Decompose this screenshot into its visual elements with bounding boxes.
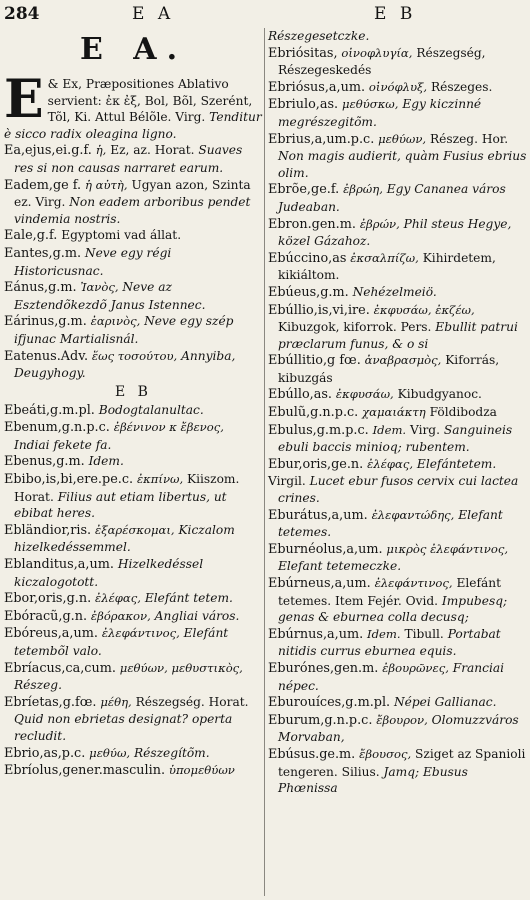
- entry-italic: Angliai város.: [154, 608, 240, 623]
- entry-italic: Részegítõm.: [133, 745, 210, 760]
- dictionary-entry: [4, 762, 263, 780]
- entry-greek: ἐβουρῶνες,: [382, 660, 449, 675]
- entry-headword: Eburónes,gen.m.: [268, 660, 379, 676]
- entry-greek: ἐλεφαντώδης,: [371, 507, 455, 522]
- entry-greek: ἔβουσος,: [359, 746, 412, 761]
- entry-italic: Elefant tetemes.: [278, 507, 503, 540]
- entry-italic: Olomuzzváros Morvaban,: [278, 712, 519, 745]
- entry-italic: Portabat nitidis currus eburnea equis.: [278, 626, 501, 659]
- entry-headword: Ebrius,a,um.p.c.: [268, 131, 375, 147]
- entry-italic: Neve az Esztendõkezdõ Janus Istennec.: [14, 280, 206, 312]
- dictionary-entry: [268, 250, 528, 284]
- dictionary-entry: [268, 284, 528, 302]
- entry-greek: ἐξαρέσκομαι,: [95, 522, 175, 537]
- entry-greek: ἡ αὐτὴ,: [85, 177, 128, 192]
- entry-greek: οἰνοφλυγία,: [341, 45, 413, 60]
- entry-gloss: Kibuzgok, kiforrok. Pers.: [278, 320, 432, 335]
- entry-headword: Eárinus,g.m.: [4, 314, 87, 330]
- entry-italic: Elefant tetemeczke.: [278, 559, 402, 574]
- entry-italic: Non eadem arboribus pendet vindemia nostris.: [14, 195, 251, 226]
- entry-italic: Neve egy szép ifjunac Martialisnál.: [14, 314, 234, 346]
- entry-headword: Ebríetas,g.fœ.: [4, 694, 97, 710]
- entry-headword: Eatenus.Adv.: [4, 348, 89, 364]
- entry-italic: Lucet ebur fusos cervix cui lactea crines.: [278, 474, 519, 506]
- left-running-head: E A: [132, 4, 175, 24]
- dictionary-entry: [268, 181, 528, 215]
- dictionary-entry: [4, 694, 263, 745]
- entry-e-ex: [4, 69, 263, 142]
- entry-greek: ἐλεφάντινος,: [101, 626, 180, 641]
- entry-italic: Neve egy régi Historicusnac.: [14, 245, 172, 278]
- entry-italic: Elefántetem.: [416, 456, 497, 471]
- entry-italic: Elefánt tetem.: [144, 591, 233, 606]
- entry-italic: Annyiba, Deugyhogy.: [14, 348, 236, 381]
- dictionary-entry: [4, 608, 263, 626]
- dictionary-entry: [4, 419, 263, 453]
- dictionary-entry: [268, 712, 528, 746]
- dictionary-entry: [268, 302, 528, 353]
- dictionary-entry: [4, 348, 263, 382]
- dictionary-entry: [268, 28, 528, 45]
- dictionary-entry: [4, 453, 263, 471]
- entry-greek: ἐκφυσάω,: [335, 387, 394, 402]
- dictionary-entry: [268, 404, 528, 422]
- dictionary-entry: [4, 471, 263, 522]
- entry-headword: Ebóreus,a,um.: [4, 626, 98, 642]
- dictionary-entry: [268, 422, 528, 456]
- entry-greek: μεθύσκω,: [342, 97, 399, 112]
- entry-headword: Eburum,g.n.p.c.: [268, 712, 373, 728]
- entry-headword: Eblanditus,a,um.: [4, 557, 114, 573]
- dictionary-entry: [4, 245, 263, 279]
- entry-gloss: Kibudgyanoc.: [397, 387, 482, 402]
- entry-headword: Ea,ejus,ei.g.f.: [4, 143, 92, 159]
- entry-greek: οἰνόφλυξ,: [368, 79, 428, 94]
- entry-gloss: Sziget az Spanioli tengeren. Silius.: [278, 746, 526, 779]
- dictionary-entry: [268, 626, 528, 660]
- dictionary-entry: [4, 625, 263, 659]
- entry-italic: Idem.: [88, 454, 124, 469]
- entry-headword: Ebríacus,ca,cum.: [4, 660, 116, 676]
- dictionary-entry: [4, 177, 263, 228]
- dictionary-entry: [4, 402, 263, 420]
- dictionary-entry: [4, 313, 263, 347]
- dictionary-entry: [268, 746, 528, 797]
- entry-greek: ἐβρώη,: [343, 182, 383, 197]
- dictionary-entry: [268, 456, 528, 474]
- entry-greek: μεθύω,: [89, 745, 131, 760]
- dictionary-entry: [4, 660, 263, 694]
- entry-headword: Ebibo,is,bi,ere.pe.c.: [4, 472, 134, 488]
- dictionary-entry: [268, 541, 528, 575]
- section-title: E A.: [79, 32, 188, 67]
- entry-greek: χαμαιάκτη: [362, 405, 426, 420]
- entry-headword: Ebóracũ,g.n.: [4, 608, 88, 624]
- entry-headword: Ebur,oris,ge.n.: [268, 456, 364, 472]
- entry-headword: Eburouíces,g.m.pl.: [268, 695, 391, 711]
- entry-headword: Ebúccino,as: [268, 250, 347, 266]
- entry-greek: ἡ,: [95, 143, 107, 158]
- entry-headword: Ebúsus.ge.m.: [268, 746, 356, 762]
- entry-gloss: Virgil.: [268, 474, 306, 489]
- dictionary-entry: [268, 216, 528, 250]
- entry-headword: Ebúllitio,g fœ.: [268, 353, 361, 369]
- entries-eb: [4, 402, 263, 780]
- page-number: 284: [4, 4, 40, 24]
- entry-italic: Bodogtalanultac.: [98, 402, 204, 417]
- entry-italic: Jamq; Ebusus Phœnissa: [278, 764, 468, 796]
- entry-italic: Impubesq; genas & eburnea colla decusq;: [278, 593, 508, 625]
- entry-italic: Egy Cananea város Judeaban.: [278, 182, 506, 214]
- dictionary-entry: [268, 79, 528, 97]
- entry-headword: Ebriósus,a,um.: [268, 79, 366, 95]
- entry-headword: Ebeáti,g.m.pl.: [4, 402, 95, 418]
- entry-greek: ἐλέφας,: [95, 591, 141, 606]
- dictionary-entry: [4, 590, 263, 608]
- entry-italic: Egy kiczinné megrészegitõm.: [278, 97, 482, 129]
- entry-greek: Ἰανὸς,: [80, 280, 119, 295]
- entry-citation: Tenditur è sicco radix oleagina ligno.: [4, 110, 262, 141]
- dictionary-entry: [4, 227, 263, 245]
- entry-italic: Filius aut etiam libertus, ut ebibat heres.: [14, 489, 227, 521]
- entry-greek: ἐβόρακον,: [90, 608, 151, 623]
- entry-italic: Nehézelmeiö.: [352, 284, 437, 299]
- dictionary-entry: [268, 660, 528, 694]
- entry-headword: Ebor,oris,g.n.: [4, 591, 92, 607]
- left-column: [4, 28, 263, 896]
- dictionary-entry: [4, 745, 263, 763]
- entry-headword: Ebriósitas,: [268, 45, 338, 61]
- entry-greek: Idem.: [372, 422, 407, 437]
- entry-headword: Ebrio,as,p.c.: [4, 745, 86, 761]
- entry-italic: Phil steus Hegye, közel Gázahoz.: [278, 216, 512, 249]
- entry-headword: Ebríolus,gener.masculin.: [4, 763, 166, 779]
- entry-gloss: Elefánt tetemes. Item Fejér. Ovid.: [278, 576, 501, 608]
- entry-greek: Idem.: [367, 626, 401, 641]
- entry-greek: μεθύων,: [378, 131, 427, 146]
- entry-greek: ἐλεφάντινος,: [374, 576, 453, 590]
- dictionary-entry: [268, 352, 528, 386]
- entry-gloss: Virg.: [410, 422, 440, 437]
- entry-greek: ἕως τοσούτου,: [91, 348, 178, 363]
- entry-greek: ὑπομεθύων: [168, 763, 235, 778]
- entry-gloss: Részegség. Horat.: [135, 694, 249, 709]
- entry-greek: ἔβουρον,: [376, 712, 428, 727]
- entry-gloss: Részegség, Részegeskedés: [278, 45, 486, 78]
- entry-greek: μικρὸς ἐλεφάντινος,: [386, 541, 509, 556]
- dictionary-entry: [4, 142, 263, 176]
- entry-headword: Eale,g.f.: [4, 228, 58, 244]
- entry-italic: Quid non ebrietas designat? operta recludit.: [14, 712, 233, 743]
- entry-headword: Ebúeus,g.m.: [268, 284, 349, 300]
- entry-italic: Hizelkedéssel kiczalogotott.: [14, 557, 204, 589]
- entry-greek: μεθύων, μεθυστικὸς,: [119, 660, 243, 675]
- entry-headword: Ebenum,g.n.p.c.: [4, 420, 110, 436]
- entry-italic: Részegesetczke.: [268, 29, 370, 43]
- entry-headword: Eantes,g.m.: [4, 245, 82, 261]
- entries-ea: [4, 142, 263, 381]
- dictionary-entry: [268, 96, 528, 130]
- entry-greek: ἐαρινὸς,: [90, 314, 141, 329]
- entry-headword: Ebúllio,is,vi,ire.: [268, 302, 370, 318]
- entry-headword: Eburátus,a,um.: [268, 507, 368, 523]
- entry-gloss: Egyptomi vad állat.: [61, 228, 182, 243]
- dictionary-entry: [268, 473, 528, 506]
- entry-gloss: Kihirdetem, kikiáltom.: [278, 250, 496, 283]
- entry-gloss: Kiiszom. Horat.: [14, 472, 240, 504]
- entry-greek: ἐκπίνω,: [136, 472, 184, 487]
- entry-italic: Franciai népec.: [278, 660, 505, 693]
- right-column: [264, 28, 528, 896]
- entry-headword: Ebulũ,g.n.p.c.: [268, 405, 359, 421]
- entry-headword: Eburnéolus,a,um.: [268, 541, 383, 557]
- right-running-head: E B: [374, 4, 417, 24]
- entry-gloss: Tibull.: [404, 626, 444, 641]
- dictionary-entry: [268, 45, 528, 79]
- dictionary-entry: [4, 556, 263, 590]
- entry-italic: Non magis audierit, quàm Fusius ebrius olim.: [278, 149, 527, 180]
- entry-headword: Ebúrnus,a,um.: [268, 626, 364, 642]
- dictionary-entry: [268, 386, 528, 404]
- entry-gloss: Részeg. Hor.: [430, 131, 509, 146]
- entry-headword: Ebulus,g.m.p.c.: [268, 422, 369, 438]
- entry-gloss: Földibodza: [429, 405, 497, 420]
- entry-greek: ἐλέφας,: [367, 456, 414, 471]
- running-header: [4, 4, 526, 28]
- entry-italic: Népei Gallianac.: [394, 695, 497, 710]
- entry-italic: Sanguineis ebuli baccis minioq; rubentem.: [278, 422, 513, 455]
- entries-eb-continued: [268, 28, 528, 797]
- dictionary-entry: [268, 507, 528, 541]
- entry-gloss: Részeges.: [430, 79, 493, 94]
- entry-greek: μέθη,: [100, 694, 132, 709]
- dictionary-entry: [268, 575, 528, 626]
- entry-italic: Ebullit patrui præclarum funus, & o si: [278, 320, 518, 351]
- entry-headword: Ebúllo,as.: [268, 387, 332, 403]
- entry-italic: Elefánt tetembõl valo.: [14, 626, 229, 658]
- entry-headword: Ebúrneus,a,um.: [268, 576, 371, 591]
- dictionary-entry: [268, 694, 528, 712]
- entry-headword: Ebron.gen.m.: [268, 216, 356, 232]
- entry-text: & Ex, Præpositiones Ablativo servient: ἐκ ἐξ, Bol, Bõl, Szerént, Tõl, Ki. Attul Bélõle. Virg.: [47, 77, 253, 125]
- entry-greek: ἐβρών,: [359, 216, 400, 231]
- entry-greek: ἐκφυσάω, ἐκζέω,: [373, 302, 475, 317]
- entry-greek: ἀναβρασμὸς,: [364, 353, 442, 368]
- entry-gloss: Kiforrás, kibuzgás: [278, 353, 500, 385]
- entry-headword: Ebriulo,as.: [268, 97, 339, 113]
- entry-headword: Ebländior,ris.: [4, 522, 92, 538]
- entry-headword: Eánus,g.m.: [4, 280, 77, 296]
- entry-greek: ἐβένινον κ ἔβενος,: [113, 420, 224, 435]
- entry-headword: Ebrõe,ge.f.: [268, 182, 340, 198]
- entry-italic: Részeg.: [14, 678, 62, 693]
- entry-italic: Suaves res si non causas narraret earum.: [14, 143, 243, 175]
- entry-headword: Eadem,ge f.: [4, 177, 82, 193]
- section-heading-eb: E B: [115, 383, 152, 400]
- dictionary-entry: [4, 279, 263, 313]
- entry-greek: ἐκσαλπίζω,: [350, 250, 419, 265]
- entry-headword: Ebenus,g.m.: [4, 454, 85, 470]
- dictionary-entry: [268, 131, 528, 182]
- dictionary-entry: [4, 522, 263, 556]
- entry-gloss: Ez, az. Horat.: [110, 143, 195, 158]
- entry-italic: Kiczalom hizelkedéssemmel.: [14, 522, 235, 555]
- drop-cap: E: [4, 69, 44, 130]
- entry-italic: Indiai fekete fa.: [14, 437, 112, 452]
- entry-gloss: Ugyan azon, Szinta ez. Virg.: [14, 177, 251, 210]
